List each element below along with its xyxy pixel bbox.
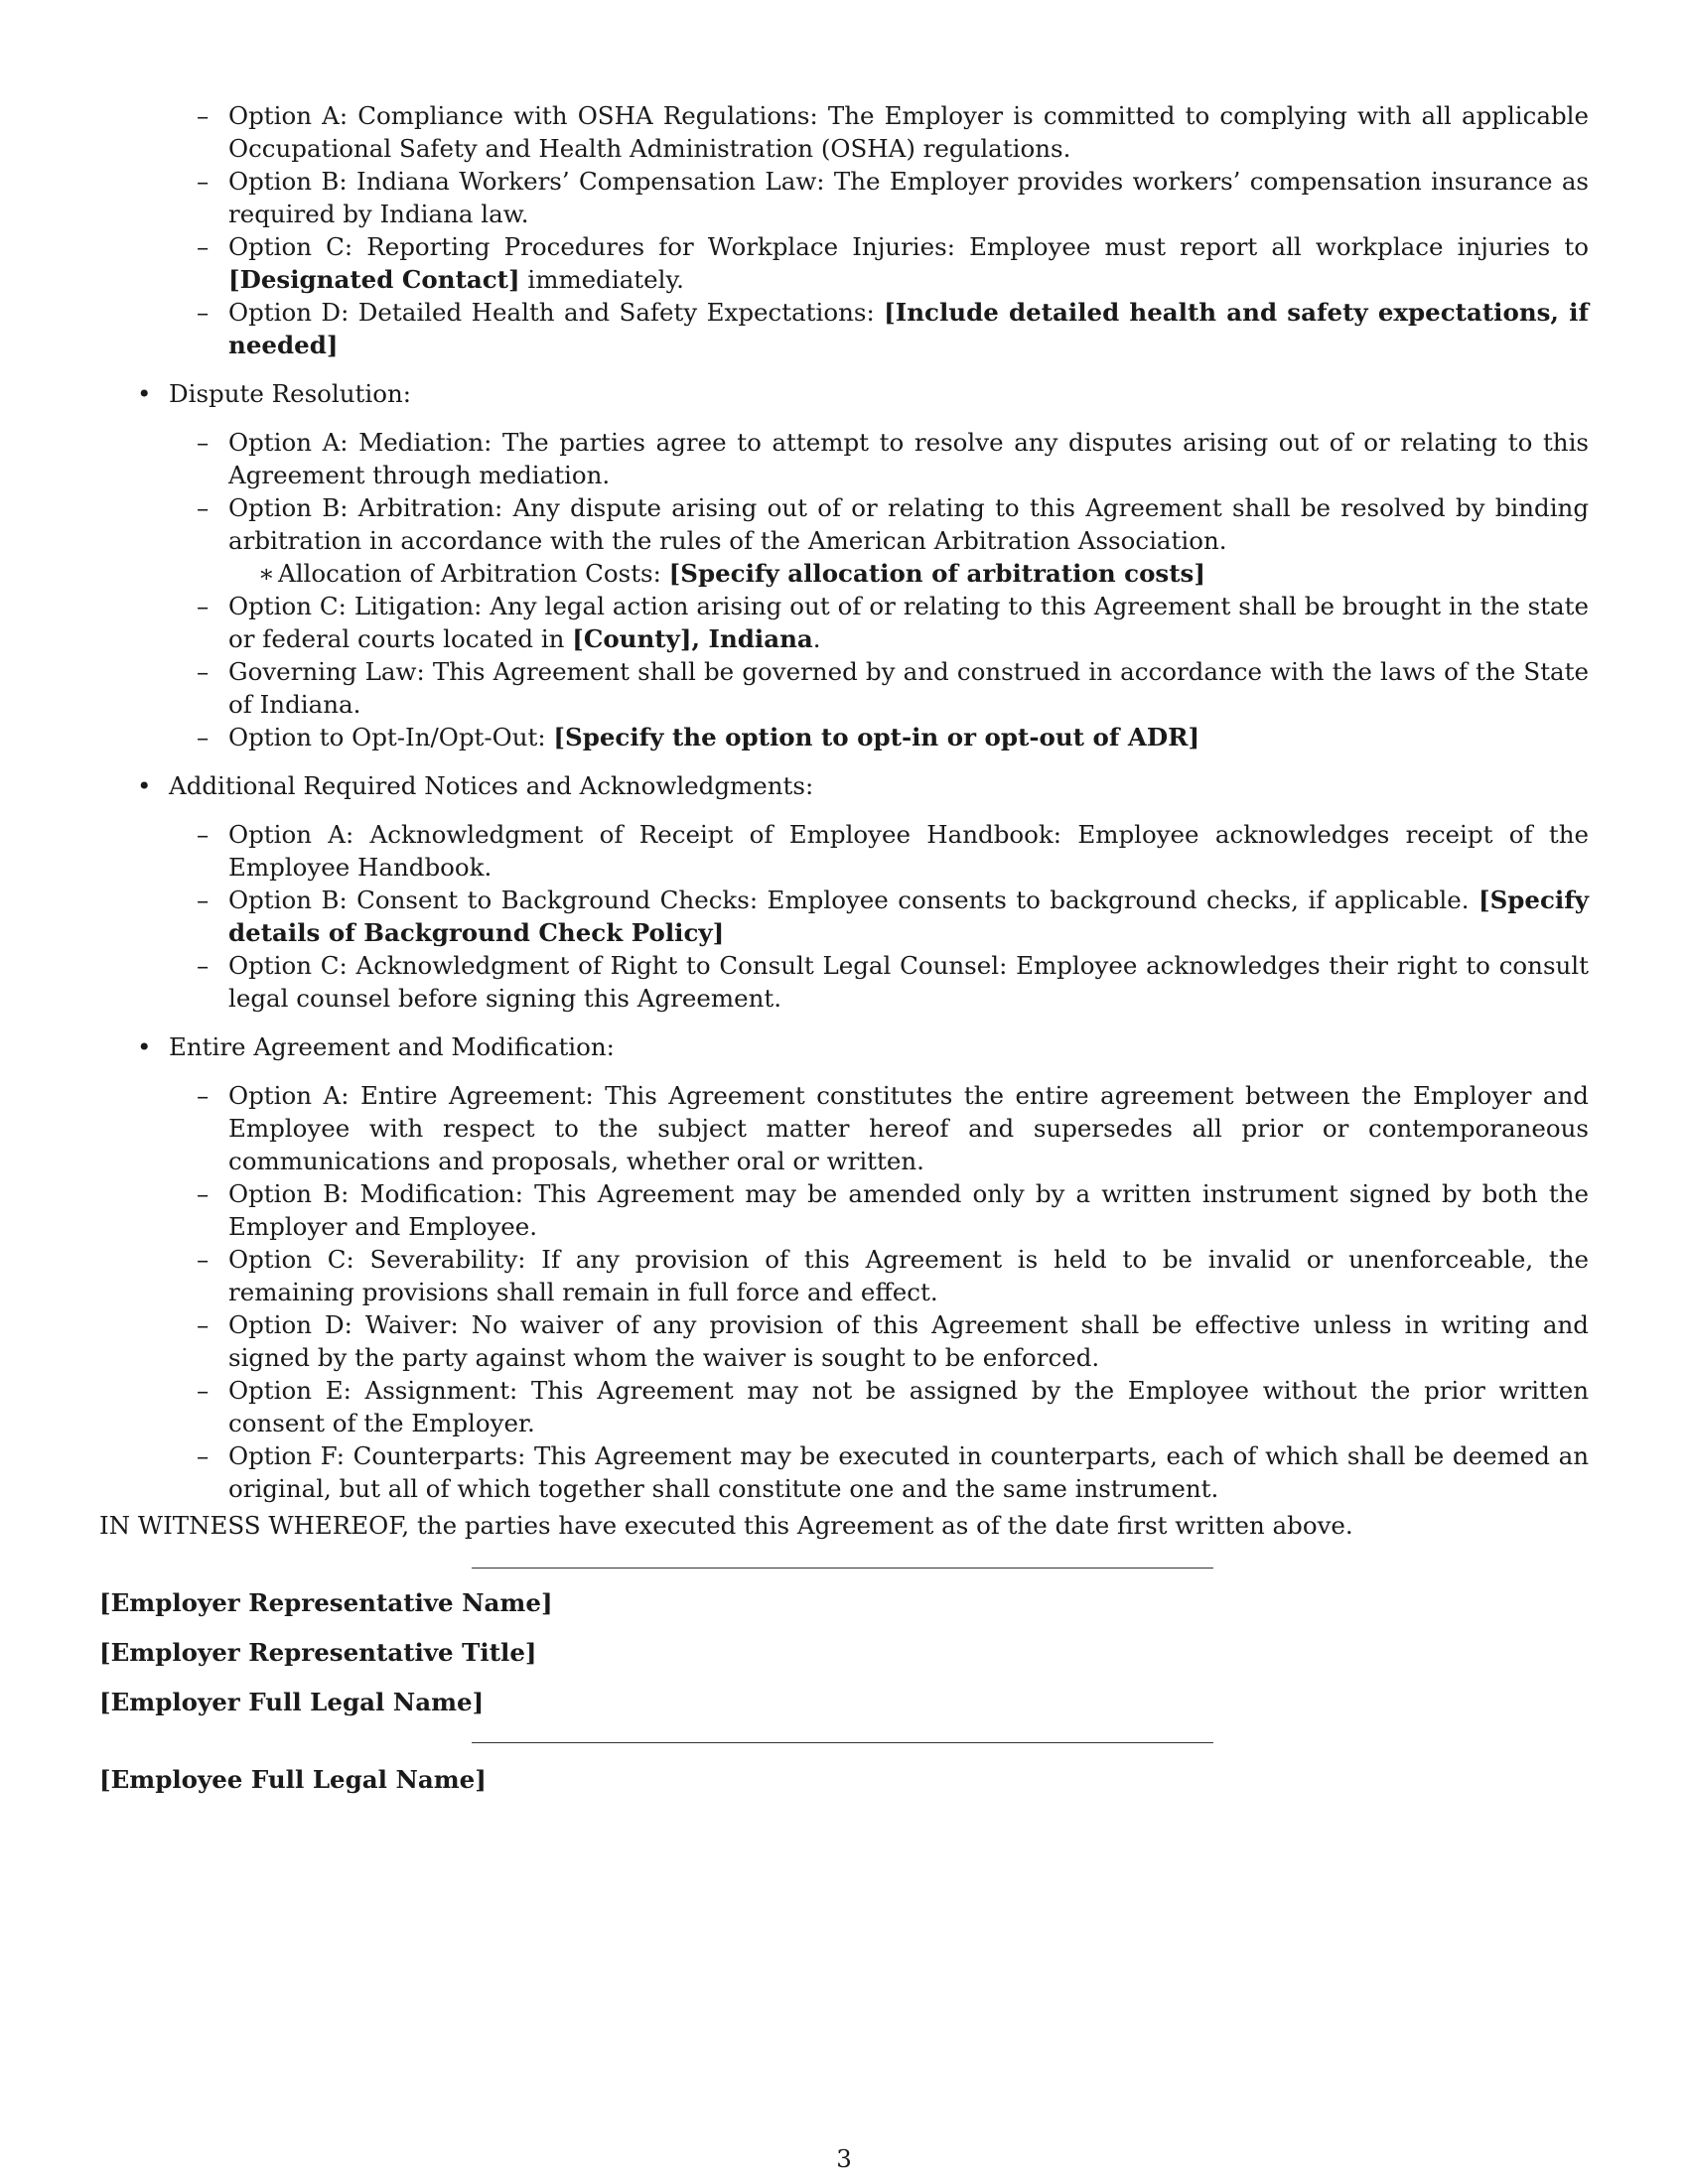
notices-option-b: – Option B: Consent to Background Checks: Employee consents to background checks, if applicable. [Specify details of Background Check Policy] xyxy=(197,886,1589,947)
employer-rep-name: [Employer Representative Name] xyxy=(99,1588,553,1617)
dr-arbitration-costs: ∗ Allocation of Arbitration Costs: [Specify allocation of arbitration costs] xyxy=(258,559,1205,588)
employer-rep-title: [Employer Representative Title] xyxy=(99,1638,537,1667)
ea-option-d: – Option D: Waiver: No waiver of any provision of this Agreement shall be effective unless in writing and signed by the party against whom the waiver is sought to be enforced. xyxy=(197,1310,1589,1372)
ea-option-a: – Option A: Entire Agreement: This Agreement constitutes the entire agreement between the Employer and Employee with respect to the subject matter hereof and supersedes all prior or contemporaneous communications and proposals, whether oral or written. xyxy=(197,1081,1589,1175)
dr-opt-in-out: – Option to Opt-In/Opt-Out: [Specify the option to opt-in or opt-out of ADR] xyxy=(197,723,1200,751)
notices-option-a: – Option A: Acknowledgment of Receipt of Employee Handbook: Employee acknowledges receipt of the Employee Handbook. xyxy=(197,820,1589,882)
dispute-resolution-heading: • Dispute Resolution: xyxy=(137,379,411,408)
background-check-placeholder: [Specify details of Background Check Policy] xyxy=(228,886,1589,947)
ea-option-f: – Option F: Counterparts: This Agreement may be executed in counterparts, each of which shall be deemed an original, but all of which together shall constitute one and the same instrument. xyxy=(197,1441,1589,1503)
notices-option-c: – Option C: Acknowledgment of Right to Consult Legal Counsel: Employee acknowledges their right to consult legal counsel before signing this Agreement. xyxy=(197,951,1589,1013)
dr-governing-law: – Governing Law: This Agreement shall be governed by and construed in accordance with the laws of the State of Indiana. xyxy=(197,657,1589,719)
hs-option-a: – Option A: Compliance with OSHA Regulations: The Employer is committed to complying with all applicable Occupational Safety and Health Administration (OSHA) regulations. xyxy=(197,101,1589,163)
dr-option-c: – Option C: Litigation: Any legal action arising out of or relating to this Agreement shall be brought in the state or federal courts located in [County], Indiana. xyxy=(197,592,1589,653)
document-body xyxy=(99,99,1589,1796)
employee-signature-line xyxy=(472,1742,1213,1743)
employer-legal-name: [Employer Full Legal Name] xyxy=(99,1688,485,1716)
page-number: 3 xyxy=(836,2144,852,2173)
ea-option-b: – Option B: Modification: This Agreement may be amended only by a written instrument signed by both the Employer and Employee. xyxy=(197,1179,1589,1241)
dr-option-b: – Option B: Arbitration: Any dispute arising out of or relating to this Agreement shall be resolved by binding arbitration in accordance with the rules of the American Arbitration Association. xyxy=(197,493,1589,555)
notices-heading: • Additional Required Notices and Acknowledgments: xyxy=(137,771,814,800)
witness-clause: IN WITNESS WHEREOF, the parties have executed this Agreement as of the date first written above. xyxy=(99,1511,1353,1540)
dr-option-a: – Option A: Mediation: The parties agree to attempt to resolve any disputes arising out of or relating to this Agreement through mediation. xyxy=(197,428,1589,489)
arbitration-costs-placeholder: [Specify allocation of arbitration costs] xyxy=(668,559,1205,588)
adr-placeholder: [Specify the option to opt-in or opt-out of ADR] xyxy=(553,723,1200,751)
hs-expectations-placeholder: [Include detailed health and safety expectations, if needed] xyxy=(228,298,1589,359)
designated-contact-placeholder: [Designated Contact] xyxy=(228,265,520,294)
entire-agreement-heading: • Entire Agreement and Modification: xyxy=(137,1032,615,1061)
hs-option-c: – Option C: Reporting Procedures for Workplace Injuries: Employee must report all workplace injuries to [Designated Contact] immediately. xyxy=(197,232,1589,294)
hs-option-d: – Option D: Detailed Health and Safety Expectations: [Include detailed health and safety expectations, if needed] xyxy=(197,298,1589,359)
ea-option-e: – Option E: Assignment: This Agreement may not be assigned by the Employee without the prior written consent of the Employer. xyxy=(197,1376,1589,1437)
employer-signature-line xyxy=(472,1568,1213,1569)
county-placeholder: [County], Indiana xyxy=(572,624,813,653)
ea-option-c: – Option C: Severability: If any provision of this Agreement is held to be invalid or unenforceable, the remaining provisions shall remain in full force and effect. xyxy=(197,1245,1589,1306)
hs-option-b: – Option B: Indiana Workers’ Compensation Law: The Employer provides workers’ compensation insurance as required by Indiana law. xyxy=(197,167,1589,228)
employee-legal-name: [Employee Full Legal Name] xyxy=(99,1765,487,1794)
